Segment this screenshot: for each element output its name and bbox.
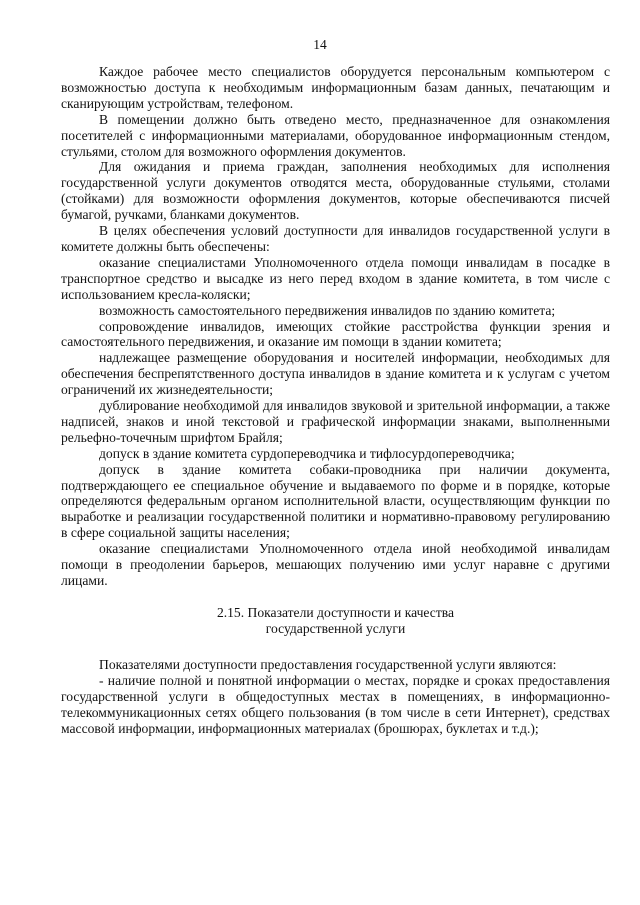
document-body bbox=[61, 64, 610, 736]
list-item: оказание специалистами Уполномоченного отдела помощи инвалидам в посадке в транспортное средство и высадке из него перед входом в здание комитета, в том числе с использованием кресла-коляски; bbox=[61, 254, 610, 302]
section-heading bbox=[61, 605, 610, 637]
paragraph: Для ожидания и приема граждан, заполнения необходимых для исполнения государственной услуги документов отводятся места, оборудованные стульями, столами (стойками) для возможности оформления документов, которые обеспечиваются писчей бумагой, ручками, бланками документов. bbox=[61, 159, 610, 223]
list-item: дублирование необходимой для инвалидов звуковой и зрительной информации, а также надписей, знаков и иной текстовой и графической информации знаками, выполненными рельефно-точечным шрифтом Брайля; bbox=[61, 398, 610, 445]
list-item: - наличие полной и понятной информации о местах, порядке и сроках предоставления государственной услуги в общедоступных местах в помещениях, в информационно-телекоммуникационных сетях общего пользования (в том числе в сети Интернет), средствах массовой информации, информационных материалах (брошюрах, буклетах и т.д.); bbox=[61, 672, 610, 736]
list-item: возможность самостоятельного передвижения инвалидов по зданию комитета; bbox=[99, 302, 556, 318]
list-item: допуск в здание комитета собаки-проводника при наличии документа, подтверждающего ее специальное обучение и выдаваемого по форме и в порядке, которые определяются федеральным органом исполнительной власти, осуществляющим функции по выработке и реализации государственной политики и нормативно-правовому регулированию в сфере социальной защиты населения; bbox=[61, 461, 610, 541]
page-number: 14 bbox=[313, 37, 327, 52]
paragraph: В целях обеспечения условий доступности для инвалидов государственной услуги в комитете должны быть обеспечены: bbox=[61, 223, 610, 254]
paragraph: В помещении должно быть отведено место, предназначенное для ознакомления посетителей с информационными материалами, оборудованное информационным стендом, стульями, столом для возможного оформления документов. bbox=[61, 111, 610, 159]
list-item: допуск в здание комитета сурдопереводчика и тифлосурдопереводчика; bbox=[99, 445, 515, 461]
paragraph: Каждое рабочее место специалистов оборудуется персональным компьютером с возможностью доступа к необходимым информационным базам данных, печатающим и сканирующим устройствам, телефоном. bbox=[61, 64, 610, 111]
list-item: сопровождение инвалидов, имеющих стойкие расстройства функции зрения и самостоятельного передвижения, и оказание им помощи в здании комитета; bbox=[61, 318, 610, 350]
section-heading-line-2: государственной услуги bbox=[265, 620, 406, 636]
section-heading-line-1: 2.15. Показатели доступности и качества bbox=[216, 604, 455, 620]
list-item: надлежащее размещение оборудования и носителей информации, необходимых для обеспечения беспрепятственного доступа инвалидов в здание комитета и к услугам с учетом ограничений их жизнедеятельности; bbox=[61, 350, 610, 398]
paragraph: Показателями доступности предоставления государственной услуги являются: bbox=[99, 656, 557, 672]
list-item: оказание специалистами Уполномоченного отдела иной необходимой инвалидам помощи в преодолении барьеров, мешающих получению ими услуг наравне с другими лицами. bbox=[61, 541, 610, 588]
